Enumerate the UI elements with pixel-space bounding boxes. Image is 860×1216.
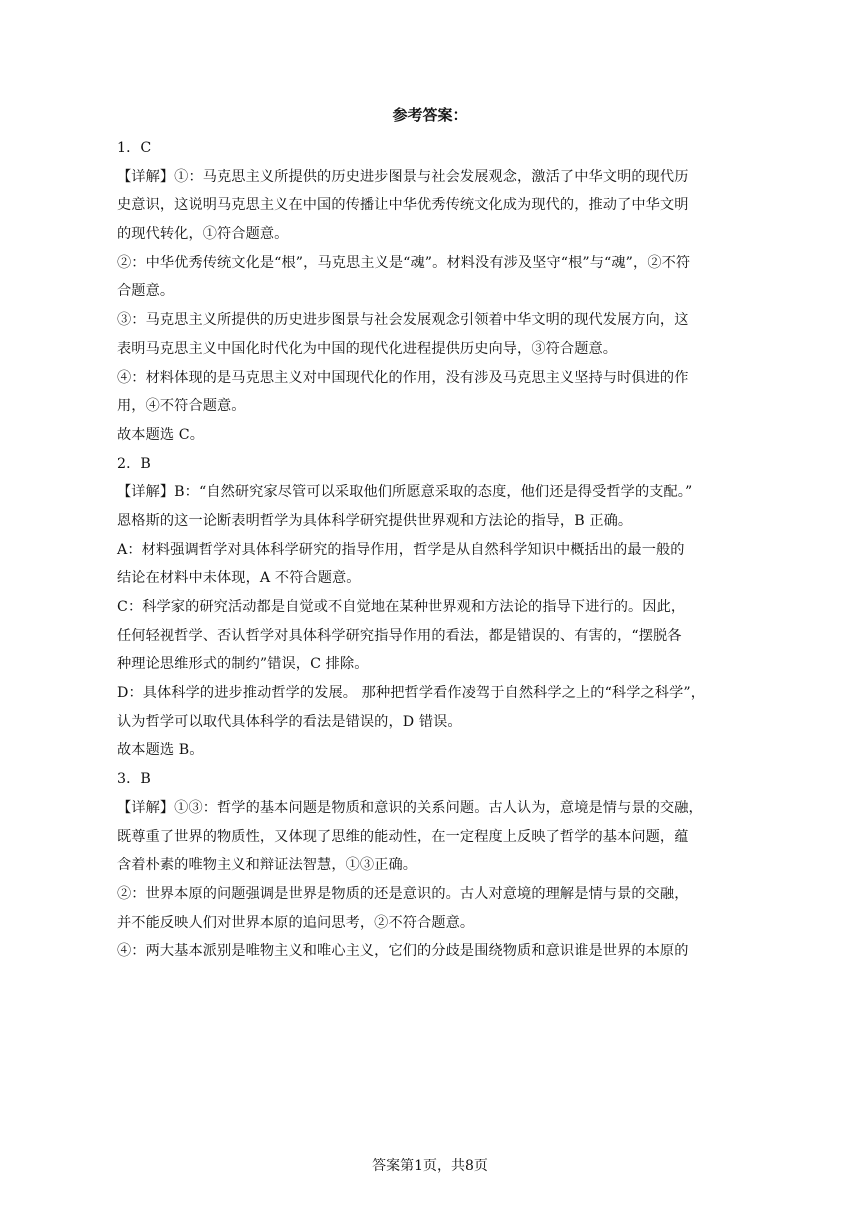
- text-line: 的现代转化，①符合题意。: [117, 226, 289, 243]
- text-line: 并不能反映人们对世界本原的追问思考，②不符合题意。: [117, 914, 475, 931]
- text-line: 认为哲学可以取代具体科学的看法是错误的，D 错误。: [117, 713, 462, 730]
- text-line: ③：马克思主义所提供的历史进步图景与社会发展观念引领着中华文明的现代发展方向，这: [117, 312, 689, 329]
- text-line: 恩格斯的这一论断表明哲学为具体科学研究提供世界观和方法论的指导，B 正确。: [117, 512, 633, 529]
- page-footer: 答案第1页，共8页: [372, 1158, 488, 1174]
- text-line: 既尊重了世界的物质性，又体现了思维的能动性，在一定程度上反映了哲学的基本问题，蕴: [117, 828, 689, 845]
- text-line: ②：中华优秀传统文化是“根”，马克思主义是“魂”。材料没有涉及坚守“根”与“魂”，②不符: [117, 254, 691, 271]
- text-line: 史意识，这说明马克思主义在中国的传播让中华优秀传统文化成为现代的，推动了中华文明: [117, 197, 689, 214]
- text-line: 【详解】①③：哲学的基本问题是物质和意识的关系问题。古人认为，意境是情与景的交融，: [117, 799, 703, 816]
- text-line: ④：两大基本派别是唯物主义和唯心主义，它们的分歧是围绕物质和意识谁是世界的本原的: [117, 943, 689, 960]
- text-line: 1．C: [117, 140, 152, 156]
- text-line: ②：世界本原的问题强调是世界是物质的还是意识的。古人对意境的理解是情与景的交融，: [117, 885, 689, 902]
- text-line: 种理论思维形式的制约”错误，C 排除。: [117, 656, 369, 673]
- text-line: 故本题选 B。: [117, 742, 204, 759]
- text-line: 【详解】①：马克思主义所提供的历史进步图景与社会发展观念，激活了中华文明的现代历: [117, 168, 689, 185]
- text-line: 任何轻视哲学、否认哲学对具体科学研究指导作用的看法，都是错误的、有害的，“摆脱各: [117, 627, 682, 644]
- text-line: 合题意。: [117, 283, 175, 300]
- answer-title: 参考答案：: [392, 106, 468, 124]
- text-line: 用，④不符合题意。: [117, 398, 246, 415]
- text-line: ④：材料体现的是马克思主义对中国现代化的作用，没有涉及马克思主义坚持与时俱进的作: [117, 369, 689, 386]
- text-line: 表明马克思主义中国化时代化为中国的现代化进程提供历史向导，③符合题意。: [117, 340, 618, 357]
- text-line: D：具体科学的进步推动哲学的发展。 那种把哲学看作凌驾于自然科学之上的“科学之科学”，: [117, 685, 706, 702]
- text-line: 【详解】B：“自然研究家尽管可以采取他们所愿意采取的态度，他们还是得受哲学的支配。”: [117, 484, 693, 501]
- text-line: 结论在材料中未体现，A 不符合题意。: [117, 570, 361, 587]
- answer-content: [117, 134, 745, 966]
- text-line: C：科学家的研究活动都是自觉或不自觉地在某种世界观和方法论的指导下进行的。因此，: [117, 599, 686, 615]
- text-line: 含着朴素的唯物主义和辩证法智慧，①③正确。: [117, 857, 418, 874]
- text-line: A：材料强调哲学对具体科学研究的指导作用，哲学是从自然科学知识中概括出的最一般的: [117, 541, 685, 558]
- text-line: 2．B: [117, 455, 151, 472]
- text-line: 3．B: [117, 771, 151, 788]
- text-line: 故本题选 C。: [117, 426, 205, 443]
